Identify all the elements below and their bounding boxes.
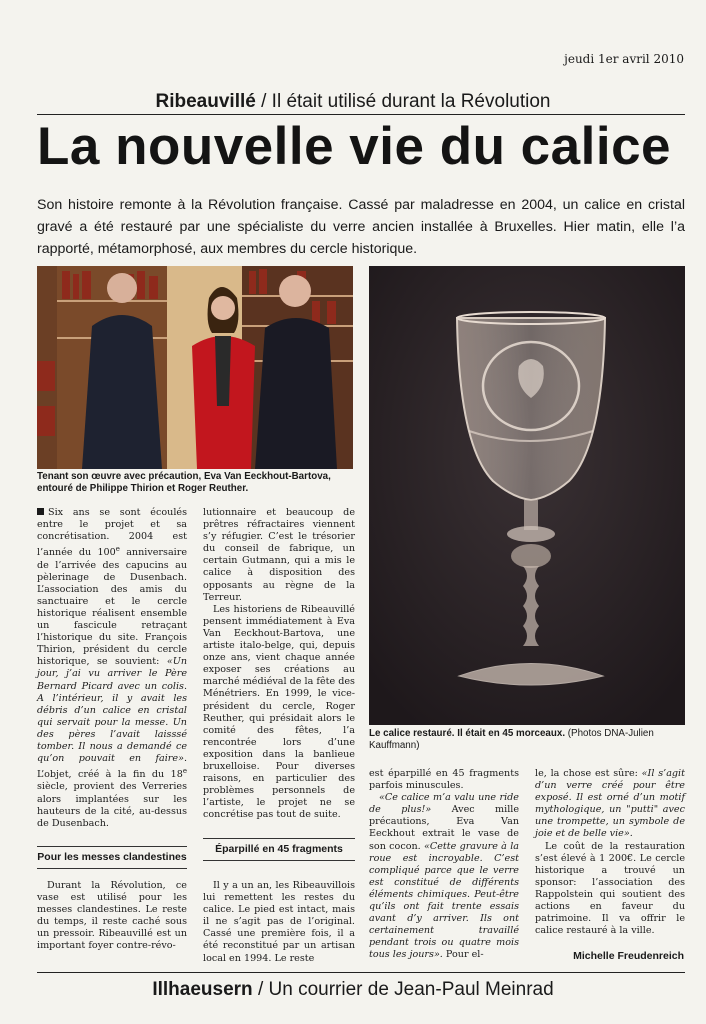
- article-column-2: [203, 507, 355, 821]
- subhead-rule: [203, 860, 355, 861]
- col2b-text: Il y a un an, les Ribeauvillois lui remettent les restes du calice. Le pied est intact, mais il ne s’agit pas de l’original. Cassé une première fois, il a été reconstitué par un artisan local en 1994. Le reste: [203, 880, 355, 964]
- col4-quote: «Il s’agit d’un verre créé pour être exposé. Il est orné d’un motif mythologique, un "putti" avec une trompette, un symbole de joie et de belle vie».: [535, 768, 685, 840]
- article-column-2b: [203, 880, 355, 965]
- chalice-photo: [369, 266, 685, 725]
- kicker-text: / Il était utilisé durant la Révolution: [261, 91, 551, 112]
- headline: La nouvelle vie du calice: [37, 117, 672, 176]
- kicker-place: Ribeauvillé: [155, 91, 256, 112]
- group-photo: [37, 266, 353, 469]
- subhead-fragments: Éparpillé en 45 fragments: [215, 843, 343, 855]
- kicker: [0, 91, 706, 113]
- photo2-caption-bold: Le calice restauré. Il était en 45 morceaux.: [369, 728, 566, 739]
- author-signature: Michelle Freudenreich: [573, 950, 684, 962]
- col4-text-a: le, la chose est sûre:: [535, 768, 642, 779]
- col1b-text: Durant la Révolution, ce vase est utilisé pour les messes clandestines. Le reste du temps, il reste caché sous un pressoir. Ribeauvillé est un important foyer contre-révo-: [37, 880, 187, 952]
- footer-rule: [37, 972, 685, 973]
- subhead-rule: [203, 838, 355, 839]
- col1-text-c: L’objet, créé à la fin du 18: [37, 769, 183, 781]
- top-rule: [37, 114, 685, 115]
- col3-text-b: Avec mille précautions, Eva Van Eeckhout extrait le vase de son cocon.: [369, 804, 520, 852]
- col1-text-a: Six ans se sont écoulés entre le projet et sa concrétisation. 2004 est l’année du 100: [37, 507, 187, 559]
- photo1-caption: Tenant son œuvre avec précaution, Eva Van Eeckhout-Bartova, entouré de Philippe Thirion et Roger Reuther.: [37, 471, 331, 494]
- col2-paragraph-2: Les historiens de Ribeauvillé pensent immédiatement à Eva Van Eeckhout-Bartova, une artiste italo-belge, qui, depuis onze ans, vient chaque année exposer ses créations au marché médiéval de la fête des Ménétriers. En 1999, le vice-président du cercle, Roger Reuther, qui présidait alors le comité des fêtes, l’a rencontrée lors d’une exposition dans la banlieue bruxelloise. Pour diverses raisons, en particulier des problèmes personnels de l’artiste, le projet ne se concrétise pas tout de suite.: [203, 603, 355, 821]
- col3-quote-2: «Cette gravure à la roue est incroyable. C’est compliqué parce que le verre est constitué de différents éléments chimiques. Peut-être qu’ils ont fait trente essais avant d’y arriver. Ils ont certainement travaillé pendant trois ou quatre mois tous les jours».: [369, 840, 519, 961]
- col4-paragraph-2: Le coût de la restauration s’est élevé à 1 200€. Le cercle historique a trouvé un sponsor: l’association des Rappolstein qui soutient des actions en faveur du patrimoine. Il va offrir le calice restauré à la ville.: [535, 840, 685, 937]
- col1-text-d: siècle, provient des Verreries alors implantées sur les hauteurs de la cité, au-dessus de Dusenbach.: [37, 781, 187, 829]
- photo-credit: (Photos DNA-Julien Kauffmann): [369, 728, 654, 751]
- subhead-rule: [37, 868, 187, 869]
- col1-sup-2: e: [182, 767, 187, 776]
- publication-date: jeudi 1er avril 2010: [564, 52, 684, 66]
- article-column-1: [37, 507, 187, 830]
- footer-place: Illhaeusern: [152, 979, 253, 1000]
- footer-teaser: [0, 979, 706, 1001]
- photo2-caption: [369, 728, 685, 752]
- col1-sup: e: [115, 545, 120, 554]
- col2-paragraph-1: lutionnaire et beaucoup de prêtres réfractaires viennent s’y réfugier. C’est le trésorier du conseil de fabrique, un certain Gutmann, qui a mis le calice à disposition des opposants au règne de la Terreur.: [203, 507, 355, 603]
- col3-quote-1: «Ce calice m’a valu une ride de plus!»: [369, 792, 519, 816]
- subhead-rule: [37, 846, 187, 847]
- article-column-3: [369, 768, 519, 962]
- col1-text-b: anniversaire de l’arrivée des capucins au pèlerinage de Dusenbach. L’association des amis du sanctuaire et le cercle historique réalisent ensemble un fascicule retraçant l’historique du site. François Thirion, président du cercle historique, se souvient:: [37, 547, 187, 668]
- article-column-4: [535, 768, 685, 937]
- section-marker: [37, 508, 44, 515]
- article-column-1b: [37, 880, 187, 953]
- lede: Son histoire remonte à la Révolution française. Cassé par maladresse en 2004, un calice en cristal gravé a été restauré par une spécialiste du verre ancien installée à Bruxelles. Hier matin, elle l’a rapporté, métamorphosé, aux membres du cercle historique.: [37, 197, 685, 257]
- col3-text-c: Pour el-: [442, 949, 484, 961]
- footer-text: / Un courrier de Jean-Paul Meinrad: [257, 979, 554, 1000]
- subhead-messes: Pour les messes clandestines: [37, 851, 187, 863]
- col1-quote: «Un jour, j’ai vu arriver le Père Bernard Picard avec un colis. A l’intérieur, il y avait les débris d’un calice en cristal qui servait pour la messe. Un des pères l’avait laisssé tomber. Il nous a demandé ce qu’on pouvait en faire».: [37, 656, 187, 765]
- col3-paragraph-1: est éparpillé en 45 fragments parfois minuscules.: [369, 768, 519, 792]
